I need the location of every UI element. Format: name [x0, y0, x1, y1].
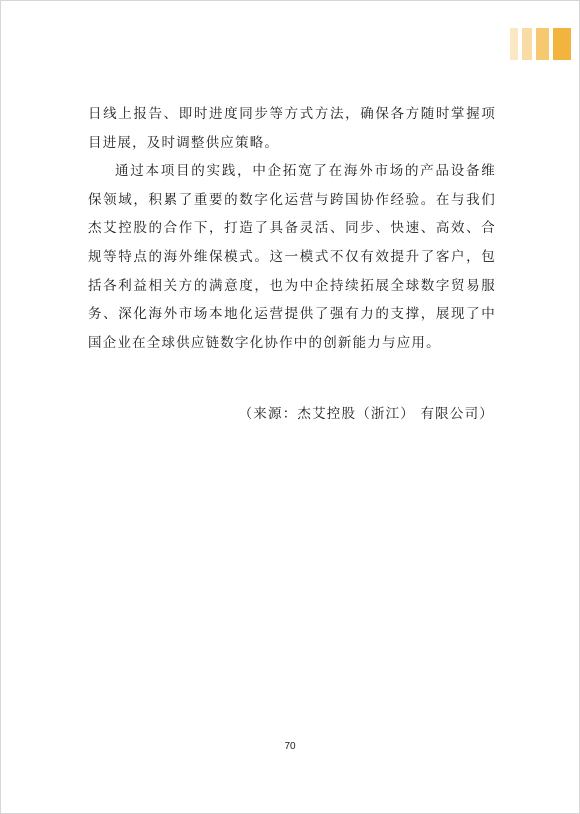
decoration-bar — [510, 28, 518, 60]
paragraph: 通过本项目的实践，中企拓宽了在海外市场的产品设备维保领域，积累了重要的数字化运营与跨国协作经验。在与我们杰艾控股的合作下，打造了具备灵活、同步、快速、高效、合规等特点的海外维保模式。这一模式不仅有效提升了客户，包括各利益相关方的满意度，也为中企持续拓展全球数字贸易服务、深化海外市场本地化运营提供了强有力的支撑，展现了中国企业在全球供应链数字化协作中的创新能力与应用。 — [88, 163, 496, 351]
decoration-bar — [522, 28, 532, 60]
header-decoration-bars — [510, 28, 571, 60]
page-number: 70 — [284, 741, 296, 752]
decoration-bar — [553, 28, 571, 60]
decoration-bar — [536, 28, 549, 60]
body-text — [88, 100, 496, 357]
paragraph-continued: 日线上报告、即时进度同步等方式方法，确保各方随时掌握项目进展，及时调整供应策略。 — [88, 106, 496, 151]
source-attribution: （来源：杰艾控股（浙江） 有限公司） — [238, 406, 494, 422]
